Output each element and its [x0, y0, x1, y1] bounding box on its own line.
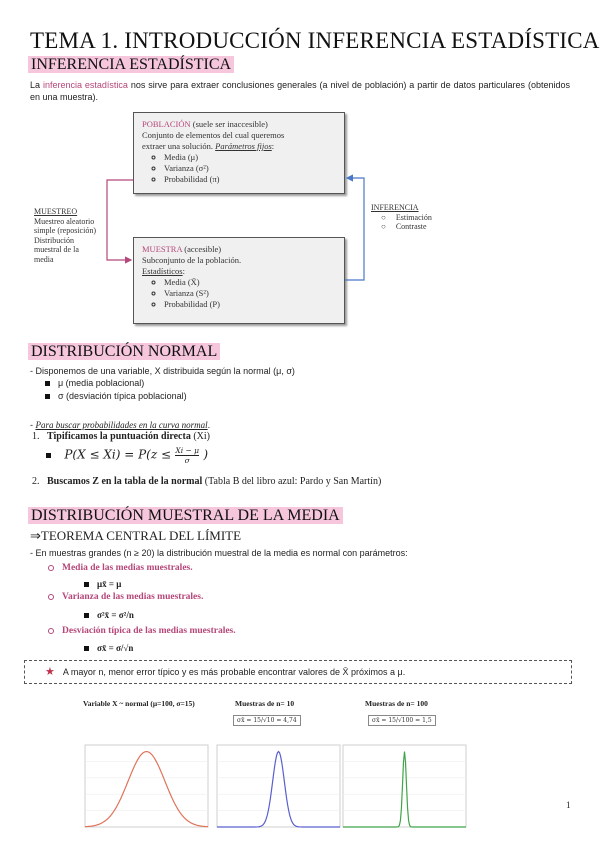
square-bullet-icon — [46, 453, 51, 458]
item-media — [48, 563, 193, 573]
muestreo-label — [34, 207, 106, 264]
bullet-mu — [45, 377, 144, 389]
muestreo-line: media — [34, 254, 54, 264]
parametros-fijos: Parámetros fijos — [215, 141, 272, 151]
bullet-text: μ (media poblacional) — [58, 378, 145, 388]
note-box — [24, 660, 572, 684]
muestra-title: MUESTRA — [142, 244, 183, 254]
list-item: ◦ Probabilidad (π) — [164, 174, 336, 185]
chart-formula-3: σx̄ = 15/√100 = 1,5 — [368, 715, 436, 726]
muestreo-line: Distribución — [34, 235, 74, 245]
step2 — [32, 476, 381, 487]
formula-numerator: Xi − μ — [175, 446, 200, 455]
muestreo-line: simple (reposición) — [34, 226, 96, 235]
poblacion-line2: extraer una solución. — [142, 141, 216, 151]
intro-pre: La — [30, 80, 43, 90]
bullet-text: σ (desviación típica poblacional) — [58, 391, 187, 401]
heading-text: DISTRIBUCIÓN MUESTRAL DE LA MEDIA — [28, 507, 343, 524]
formula-text: μx̄ = μ — [97, 579, 122, 589]
inferencia-item: Contraste — [395, 222, 427, 231]
step1-tail: (Xi) — [190, 431, 210, 442]
star-icon: ★ — [45, 666, 55, 678]
formula-close: ) — [203, 447, 209, 462]
bullet-sigma — [45, 390, 187, 402]
step-number: 2. — [32, 476, 40, 487]
section-heading-normal — [28, 343, 220, 361]
chart-frame — [85, 745, 208, 827]
step1 — [32, 431, 210, 442]
estadisticos-label: Estadísticos — [142, 266, 183, 276]
list-item: ◦ Varianza (S²) — [164, 288, 336, 299]
step2-text: Buscamos Z en la tabla de la normal — [47, 476, 203, 487]
chart-formula-2: σx̄ = 15/√10 = 4,74 — [233, 715, 301, 726]
inferencia-label: INFERENCIA ○ Estimación ○ Contraste — [371, 203, 461, 232]
normal-line2-text: Para buscar probabilidades en la curva normal — [35, 420, 208, 430]
item-label: Desviación típica de las medias muestrales. — [62, 626, 236, 636]
square-bullet-icon — [45, 394, 50, 399]
formula-desviacion — [84, 642, 133, 654]
colon: : — [271, 141, 275, 151]
normal-line1: - Disponemos de una variable, X distribuida según la normal (μ, σ) — [30, 366, 295, 376]
square-bullet-icon — [84, 646, 89, 651]
circle-bullet-icon — [48, 594, 54, 600]
formula-varianza — [84, 609, 134, 621]
chart-title-text: Muestras de n= 100 — [365, 699, 428, 708]
charts-svg — [75, 695, 575, 835]
item-label: Varianza de las medias muestrales. — [62, 592, 204, 602]
formula-media — [84, 578, 121, 590]
muestral-line1: - En muestras grandes (n ≥ 20) la distribución muestral de la media es normal con parámetros: — [30, 548, 408, 558]
poblacion-tag: (suele ser inaccesible) — [190, 119, 268, 129]
muestreo-title: MUESTREO — [34, 207, 78, 216]
page-title: TEMA 1. INTRODUCCIÓN INFERENCIA ESTADÍSTICA — [30, 28, 600, 53]
formula-text: σx̄ = σ/√n — [97, 643, 134, 653]
step2-tail: (Tabla B del libro azul: Pardo y San Martín) — [202, 476, 382, 487]
inferencia-arrow — [345, 178, 364, 280]
note-text: A mayor n, menor error típico y es más probable encontrar valores de X̄ próximos a μ. — [62, 667, 406, 677]
page-number: 1 — [566, 800, 571, 810]
z-formula — [46, 446, 208, 465]
poblacion-line1: Conjunto de elementos del cual queremos — [142, 130, 285, 140]
muestreo-arrow — [107, 180, 133, 260]
intro-term: inferencia estadística — [42, 80, 128, 90]
step-number: 1. — [32, 431, 40, 442]
muestra-line1: Subconjunto de la población. — [142, 255, 242, 265]
normal-line2: - Para buscar probabilidades en la curva normal. — [30, 420, 211, 430]
list-item: ◦ Media (X̄) — [164, 277, 336, 288]
heading-text: DISTRIBUCIÓN NORMAL — [28, 343, 220, 360]
charts-area — [75, 695, 575, 835]
list-item: ◦ Probabilidad (P) — [164, 299, 336, 310]
circle-bullet-icon — [48, 628, 54, 634]
heading-text: INFERENCIA ESTADÍSTICA — [28, 56, 234, 73]
intro-rest: nos sirve para extraer conclusiones generales (a nivel de población) a partir de datos particulares (obtenidos en una muestra). — [30, 80, 571, 102]
formula-denominator: σ — [184, 456, 190, 465]
item-varianza — [48, 592, 203, 602]
step1-text: Tipificamos la puntuación directa — [47, 431, 191, 442]
inferencia-title: INFERENCIA — [371, 203, 419, 212]
colon: : — [182, 266, 185, 276]
list-item: ◦ Varianza (σ²) — [164, 163, 336, 174]
muestreo-line: muestral de la — [34, 245, 79, 254]
muestra-tag: (accesible) — [182, 244, 222, 254]
inferencia-item: Estimación — [395, 212, 432, 222]
list-item: ◦ Media (μ) — [164, 152, 336, 163]
formula-fraction — [175, 446, 199, 465]
chart-title-text: Muestras de n= 10 — [235, 699, 295, 708]
square-bullet-icon — [84, 613, 89, 618]
formula-left: P(X ≤ Xi) = P(z ≤ — [64, 447, 172, 462]
section-heading-muestral — [28, 507, 343, 525]
tcl-subheading: ⇒TEOREMA CENTRAL DEL LÍMITE — [30, 528, 242, 543]
square-bullet-icon — [45, 381, 50, 386]
muestreo-line: Muestreo aleatorio — [34, 216, 95, 226]
chart-frame — [217, 745, 340, 827]
item-label: Media de las medias muestrales. — [62, 563, 193, 573]
item-desviacion — [48, 626, 236, 636]
square-bullet-icon — [84, 582, 89, 587]
formula-text: σ²x̄ = σ²/n — [97, 610, 134, 620]
chart-title-text: Variable X ~ normal (μ=100, σ=15) — [83, 699, 195, 708]
circle-bullet-icon — [48, 565, 54, 571]
poblacion-title: POBLACIÓN — [142, 119, 191, 129]
